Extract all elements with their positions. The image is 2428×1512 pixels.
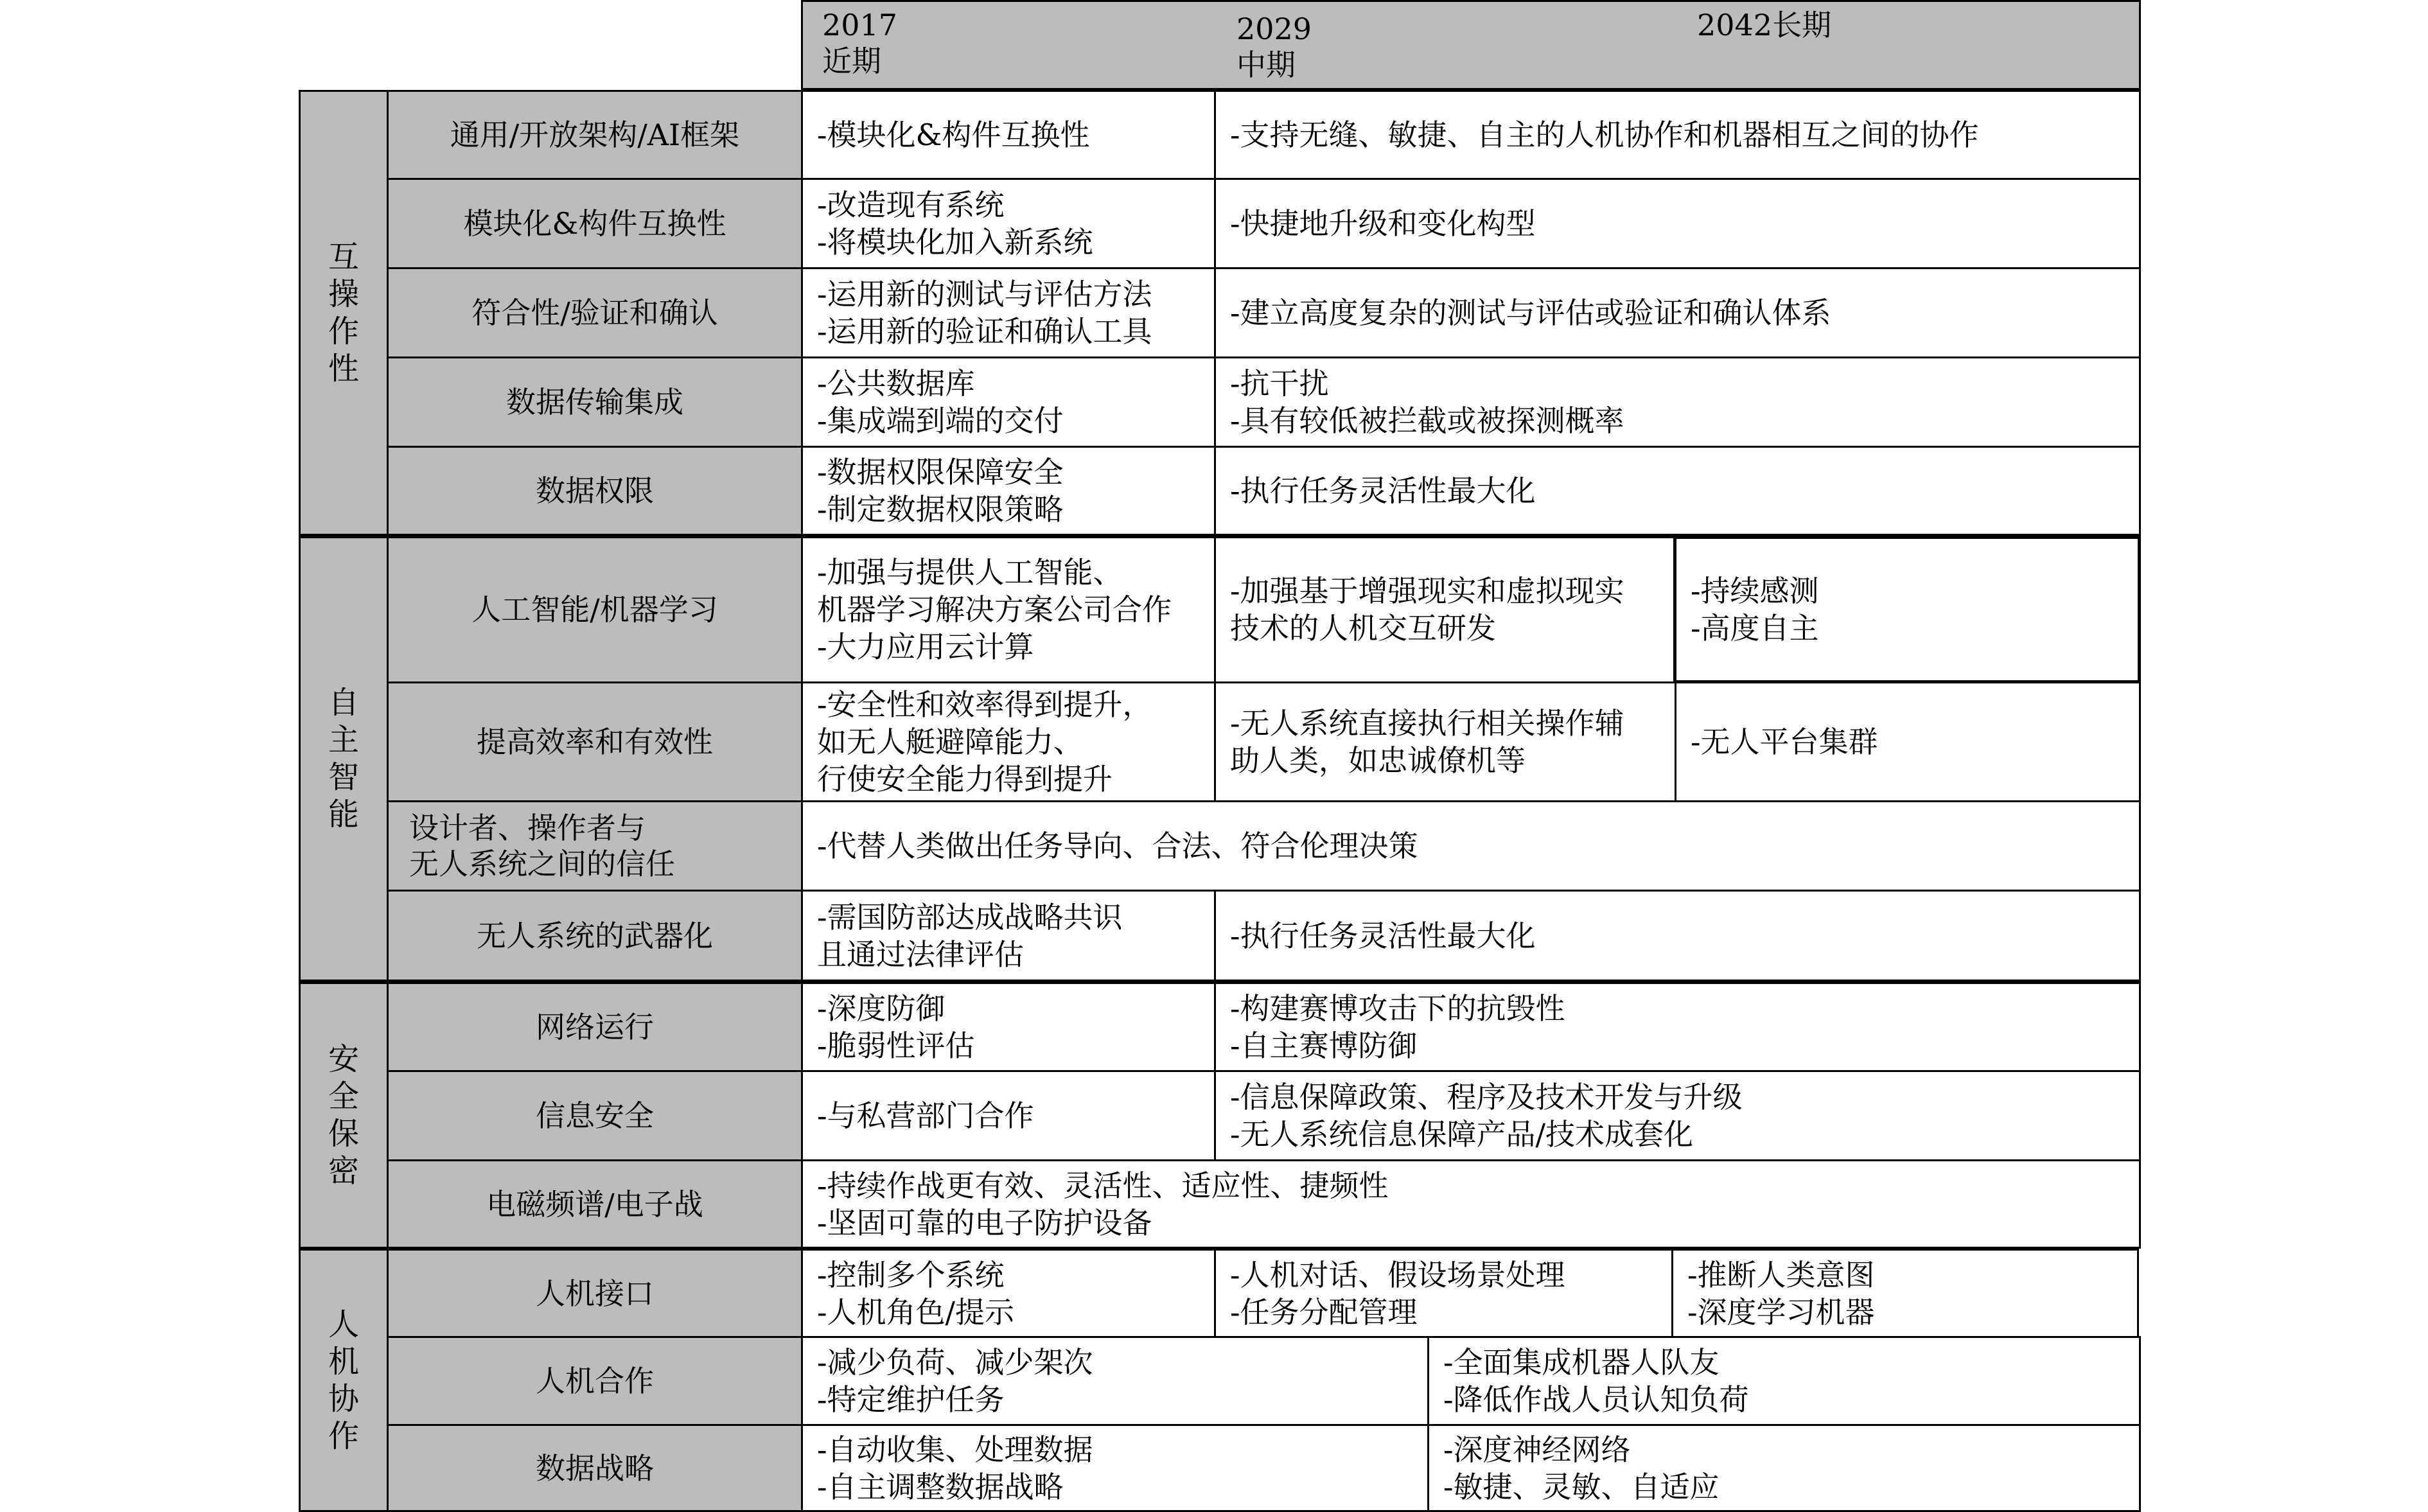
category-divider xyxy=(299,980,2141,984)
cell-near: -改造现有系统 -将模块化加入新系统 xyxy=(801,178,1216,269)
category-divider xyxy=(299,1247,803,1251)
cell-all-periods: -持续作战更有效、灵活性、适应性、捷频性 -坚固可靠的电子防护设备 xyxy=(801,1159,2141,1249)
cell-near-mid: -自动收集、处理数据 -自主调整数据战略 xyxy=(801,1424,1429,1512)
cell-mid-long: -建立高度复杂的测试与评估或验证和确认体系 xyxy=(1214,267,2141,358)
cell-mid-long: -执行任务灵活性最大化 xyxy=(1214,446,2141,536)
category-divider xyxy=(299,534,2141,538)
header-near-year: 2017 xyxy=(822,8,898,42)
cell-mid: -人机对话、假设场景处理 -任务分配管理 xyxy=(1214,1249,1673,1338)
cell-mid: -加强基于增强现实和虚拟现实 技术的人机交互研发 xyxy=(1214,536,1676,683)
cell-near: -与私营部门合作 xyxy=(801,1070,1216,1161)
cell-mid-long: -抗干扰 -具有较低被拦截或被探测概率 xyxy=(1214,356,2141,448)
subtopic-row: 通用/开放架构/AI框架 xyxy=(387,90,803,180)
category-human-machine xyxy=(299,1249,389,1512)
header-mid-year: 2029 xyxy=(1236,12,1312,46)
subtopic-row: 信息安全 xyxy=(387,1070,803,1161)
cell-near: -需国防部达成战略共识 且通过法律评估 xyxy=(801,890,1216,981)
cell-near: -安全性和效率得到提升， 如无人艇避障能力、 行使安全能力得到提升 xyxy=(801,681,1216,802)
cell-near-mid: -减少负荷、减少架次 -特定维护任务 xyxy=(801,1336,1429,1426)
header-near xyxy=(822,7,897,79)
category-label: 自主智能 xyxy=(328,685,359,832)
header-long: 2042长期 xyxy=(1697,8,1832,42)
cell-long: -持续感测 -高度自主 xyxy=(1673,536,2141,683)
cell-near: -模块化&构件互换性 xyxy=(801,90,1216,180)
category-label: 安全保密 xyxy=(328,1041,359,1189)
cell-mid-long: -构建赛博攻击下的抗毁性 -自主赛博防御 xyxy=(1214,981,2141,1072)
cell-long: -全面集成机器人队友 -降低作战人员认知负荷 xyxy=(1427,1336,2141,1426)
cell-near: -公共数据库 -集成端到端的交付 xyxy=(801,356,1216,448)
subtopic-row: 数据传输集成 xyxy=(387,356,803,448)
cell-near: -加强与提供人工智能、 机器学习解决方案公司合作 -大力应用云计算 xyxy=(801,536,1216,683)
cell-near: -控制多个系统 -人机角色/提示 xyxy=(801,1249,1216,1338)
category-security xyxy=(299,981,389,1249)
header-near-label: 近期 xyxy=(822,44,881,78)
subtopic-row: 数据战略 xyxy=(387,1424,803,1512)
subtopic-row: 提高效率和有效性 xyxy=(387,681,803,802)
subtopic-row: 设计者、操作者与 无人系统之间的信任 xyxy=(387,800,803,892)
category-autonomy xyxy=(299,536,389,981)
subtopic-row: 网络运行 xyxy=(387,981,803,1072)
cell-near: -运用新的测试与评估方法 -运用新的验证和确认工具 xyxy=(801,267,1216,358)
subtopic-row: 符合性/验证和确认 xyxy=(387,267,803,358)
cell-mid: -无人系统直接执行相关操作辅 助人类，如忠诚僚机等 xyxy=(1214,681,1676,802)
subtopic-row: 无人系统的武器化 xyxy=(387,890,803,981)
subtopic-row: 数据权限 xyxy=(387,446,803,536)
header-mid xyxy=(1236,11,1312,83)
cell-long: -无人平台集群 xyxy=(1675,681,2141,802)
subtopic-row: 模块化&构件互换性 xyxy=(387,178,803,269)
subtopic-row: 电磁频谱/电子战 xyxy=(387,1159,803,1249)
cell-near: -深度防御 -脆弱性评估 xyxy=(801,981,1216,1072)
cell-mid-long: -信息保障政策、程序及技术开发与升级 -无人系统信息保障产品/技术成套化 xyxy=(1214,1070,2141,1161)
cell-all-periods: -代替人类做出任务导向、合法、符合伦理决策 xyxy=(801,800,2141,892)
subtopic-row: 人机接口 xyxy=(387,1249,803,1338)
header-mid-label: 中期 xyxy=(1236,48,1296,82)
cell-long: -深度神经网络 -敏捷、灵敏、自适应 xyxy=(1427,1424,2141,1512)
subtopic-row: 人工智能/机器学习 xyxy=(387,536,803,683)
cell-mid-long: -执行任务灵活性最大化 xyxy=(1214,890,2141,981)
cell-mid-long: -支持无缝、敏捷、自主的人机协作和机器相互之间的协作 xyxy=(1214,90,2141,180)
cell-long: -推断人类意图 -深度学习机器 xyxy=(1671,1249,2139,1338)
category-label: 互操作性 xyxy=(328,239,359,387)
cell-near: -数据权限保障安全 -制定数据权限策略 xyxy=(801,446,1216,536)
timeline-header xyxy=(801,0,2141,90)
cell-mid-long: -快捷地升级和变化构型 xyxy=(1214,178,2141,269)
category-label: 人机协作 xyxy=(328,1306,359,1454)
category-interoperability xyxy=(299,90,389,536)
subtopic-row: 人机合作 xyxy=(387,1336,803,1426)
